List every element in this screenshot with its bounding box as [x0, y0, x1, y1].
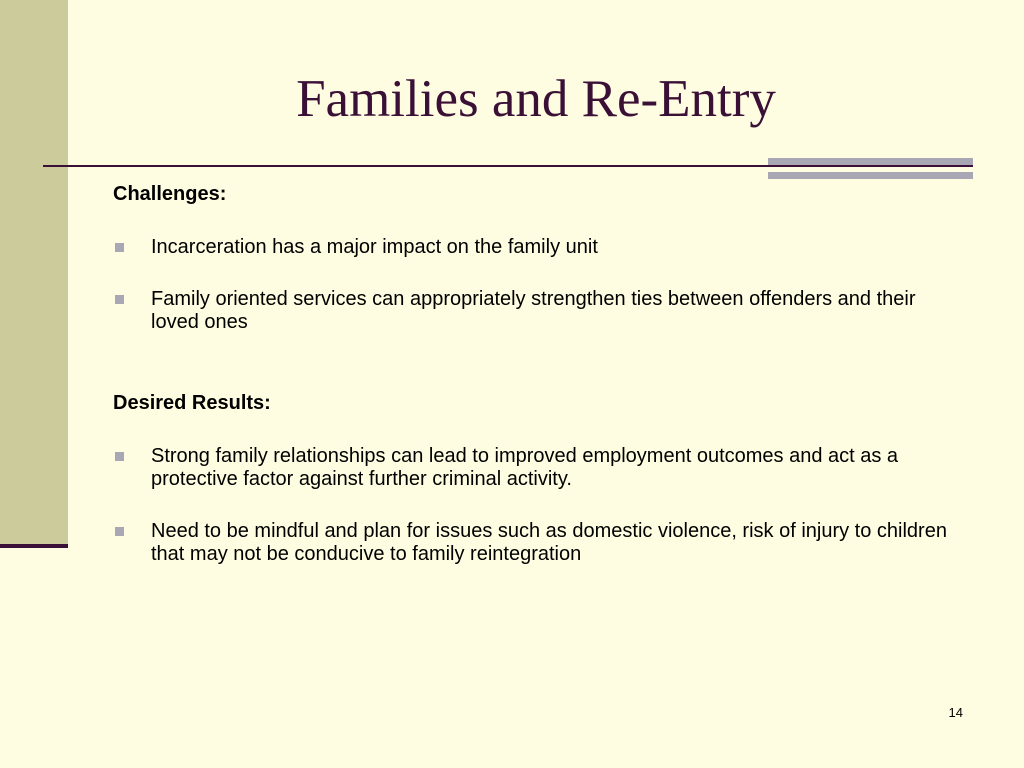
title-divider — [43, 165, 973, 167]
left-bar-rule — [0, 544, 68, 548]
bullet-text: Family oriented services can appropriately strengthen ties between offenders and their loved ones — [151, 288, 916, 333]
list-item — [113, 445, 961, 491]
bullet-text: Need to be mindful and plan for issues such as domestic violence, risk of injury to children that may not be conducive to family reintegration — [151, 520, 947, 565]
square-bullet-icon — [115, 243, 124, 252]
slide-title: Families and Re-Entry — [296, 70, 776, 128]
challenges-list — [113, 236, 973, 334]
left-decorative-bar — [0, 0, 68, 545]
square-bullet-icon — [115, 527, 124, 536]
desired-results-list — [113, 445, 973, 566]
decorative-gray-bar-bottom — [768, 172, 973, 179]
decorative-gray-bar-top — [768, 158, 973, 165]
square-bullet-icon — [115, 295, 124, 304]
square-bullet-icon — [115, 452, 124, 461]
list-item — [113, 288, 961, 334]
section-heading-challenges: Challenges: — [113, 183, 227, 205]
bullet-text: Incarceration has a major impact on the family unit — [151, 236, 598, 258]
list-item — [113, 236, 961, 259]
section-heading-desired-results: Desired Results: — [113, 392, 271, 414]
page-number: 14 — [948, 705, 963, 720]
list-item — [113, 520, 961, 566]
slide-body — [113, 181, 973, 566]
bullet-text: Strong family relationships can lead to improved employment outcomes and act as a protective factor against further criminal activity. — [151, 445, 899, 490]
